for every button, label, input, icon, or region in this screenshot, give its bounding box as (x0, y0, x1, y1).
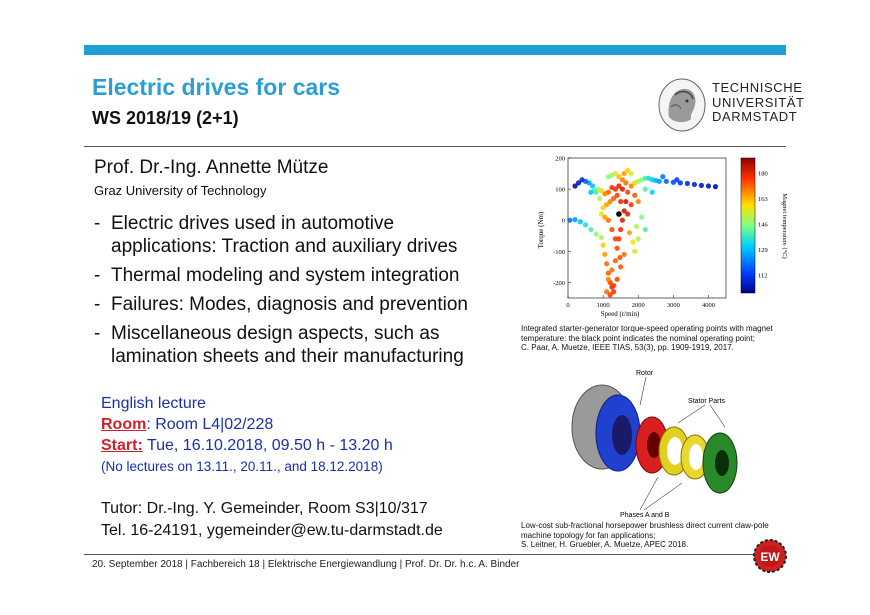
data-point (643, 187, 648, 192)
topic-text: Miscellaneous design aspects, such as lamination sheets and their manufacturing (111, 323, 464, 367)
figure2-caption-line: Low-cost sub-fractional horsepower brushless direct current claw-pole (521, 521, 769, 530)
page-subtitle: WS 2018/19 (2+1) (92, 108, 239, 128)
data-point (713, 184, 718, 189)
x-tick-label: 1000 (596, 302, 610, 309)
data-point (620, 218, 625, 223)
data-point (588, 190, 593, 195)
plot-area (553, 156, 726, 310)
data-point (615, 246, 620, 251)
data-point (609, 267, 614, 272)
data-point (617, 255, 622, 260)
figure1-caption (521, 324, 791, 353)
x-tick-label: 4000 (701, 302, 715, 309)
page-title: Electric drives for cars (92, 74, 341, 100)
tutor-info (101, 498, 443, 542)
data-point (613, 236, 618, 241)
data-point (601, 205, 606, 210)
y-axis-label: Torque (Nm) (537, 211, 545, 249)
colorbar-tick-label: 112 (758, 272, 768, 280)
ew-institute-logo-icon (752, 537, 788, 575)
lecture-start (101, 435, 393, 456)
data-point (615, 277, 620, 282)
data-point (604, 261, 609, 266)
lecturer-affiliation: Graz University of Technology (94, 183, 267, 198)
data-point (599, 235, 604, 240)
start-value: Tue, 16.10.2018, 09.50 h - 13.20 h (142, 437, 393, 454)
data-point (623, 199, 628, 204)
figure2-caption-line: S. Leitner, H. Gruebler, A. Muetze, APEC 2018. (521, 540, 689, 549)
start-label: Start: (101, 437, 143, 454)
data-point (601, 243, 606, 248)
figure2-caption (521, 521, 791, 550)
x-axis-label: Speed (r/min) (600, 310, 640, 318)
data-point (664, 179, 669, 184)
data-point (583, 222, 588, 227)
y-tick-label: -200 (553, 279, 565, 287)
no-lectures-note: (No lectures on 13.11., 20.11., and 18.12.2018) (101, 459, 383, 474)
data-point (625, 190, 630, 195)
data-point (613, 258, 618, 263)
tutor-line-1: Tutor: Dr.-Ing. Y. Gemeinder, Room S3|10/317 (101, 500, 428, 517)
lecture-info (101, 393, 393, 477)
data-point (625, 211, 630, 216)
data-point (629, 202, 634, 207)
university-logo-text (712, 81, 805, 125)
data-point (606, 277, 611, 282)
data-point (606, 174, 611, 179)
data-point (599, 211, 604, 216)
x-tick-label: 0 (566, 302, 570, 309)
topic-item: - Failures: Modes, diagnosis and prevention (94, 293, 514, 316)
data-point (636, 236, 641, 241)
data-point (660, 174, 665, 179)
lecture-language: English lecture (101, 395, 206, 412)
data-point (650, 190, 655, 195)
ew-logo-text: EW (760, 550, 780, 564)
data-point (578, 219, 583, 224)
logo-line-2: UNIVERSITÄT (712, 94, 805, 110)
topic-item: - Thermal modeling and system integration (94, 264, 514, 287)
data-point (593, 232, 598, 237)
figure1-caption-line: Integrated starter-generator torque-speed operating points with magnet (521, 324, 773, 333)
topic-list (94, 212, 514, 374)
data-point (602, 252, 607, 257)
topic-text: Electric drives used in automotive applications: Traction and auxiliary drives (111, 213, 458, 257)
rotor-label: Rotor (636, 370, 654, 377)
room-value: : Room L4|02/228 (146, 416, 274, 433)
tutor-line-2: Tel. 16-24191, ygemeinder@ew.tu-darmstadt.de (101, 522, 443, 539)
colorbar (741, 158, 755, 293)
data-point (609, 227, 614, 232)
y-tick-label: 100 (555, 186, 565, 194)
data-point (630, 239, 635, 244)
x-tick-label: 3000 (666, 302, 680, 309)
figure1-caption-line: C. Paar, A. Muetze, IEEE TIAS, 53(3), pp. 1909-1919, 2017. (521, 343, 734, 352)
data-point (609, 185, 614, 190)
data-point (618, 227, 623, 232)
tu-darmstadt-seal-icon (657, 77, 707, 133)
data-point (572, 217, 577, 222)
data-point (611, 283, 616, 288)
data-point (706, 183, 711, 188)
claw-pole-machine-figure (560, 365, 780, 520)
top-accent-bar (84, 45, 786, 55)
y-tick-label: -100 (553, 248, 565, 256)
data-point (674, 177, 679, 182)
topic-item: - Electric drives used in automotive applications: Traction and auxiliary drives (94, 212, 514, 258)
figure2-caption-line: machine topology for fan applications; (521, 530, 656, 540)
data-point (699, 183, 704, 188)
torque-speed-chart (521, 150, 791, 320)
data-point (597, 196, 602, 201)
x-tick-label: 2000 (631, 302, 645, 309)
y-tick-label: 0 (561, 217, 565, 225)
data-point (692, 182, 697, 187)
topic-text: Failures: Modes, diagnosis and prevention (111, 294, 468, 315)
colorbar-tick-label: 129 (758, 247, 768, 254)
colorbar-label: Magnet temperature (°C) (781, 193, 788, 259)
footer-text: 20. September 2018 | Fachbereich 18 | Elektrische Energiewandlung | Prof. Dr. Dr. h.c. A. Binder (92, 559, 520, 570)
stator-label: Stator Parts (688, 398, 725, 405)
data-point (572, 183, 577, 188)
data-point (643, 227, 648, 232)
data-point (685, 181, 690, 186)
data-point (636, 199, 641, 204)
colorbar-tick-label: 180 (758, 170, 768, 178)
colorbar-tick-label: 163 (758, 196, 768, 203)
logo-line-1: TECHNISCHE (712, 80, 803, 95)
data-point (622, 252, 627, 257)
data-point (629, 171, 634, 176)
data-point (611, 289, 616, 294)
topic-item: - Miscellaneous design aspects, such as lamination sheets and their manufacturing (94, 322, 514, 368)
phases-label: Phases A and B (620, 512, 670, 519)
data-point (632, 249, 637, 254)
topic-text: Thermal modeling and system integration (111, 265, 460, 286)
data-point (627, 230, 632, 235)
data-point (567, 218, 572, 223)
figure1-caption-line: temperature: the black point indicates the nominal operating point; (521, 333, 755, 343)
data-point (588, 227, 593, 232)
data-point (632, 193, 637, 198)
data-point (639, 215, 644, 220)
colorbar-ticks (758, 171, 769, 280)
data-point (618, 264, 623, 269)
y-tick-label: 200 (555, 155, 565, 163)
data-point (634, 224, 639, 229)
logo-line-3: DARMSTADT (712, 109, 798, 124)
data-point (618, 199, 623, 204)
nominal-point (616, 211, 622, 217)
data-point (657, 179, 662, 184)
room-label: Room (101, 416, 147, 433)
lecturer-name: Prof. Dr.-Ing. Annette Mütze (94, 157, 329, 178)
colorbar-tick-label: 146 (758, 221, 768, 229)
header-divider (84, 146, 786, 147)
lecture-room (101, 414, 393, 435)
footer-divider (84, 554, 786, 555)
